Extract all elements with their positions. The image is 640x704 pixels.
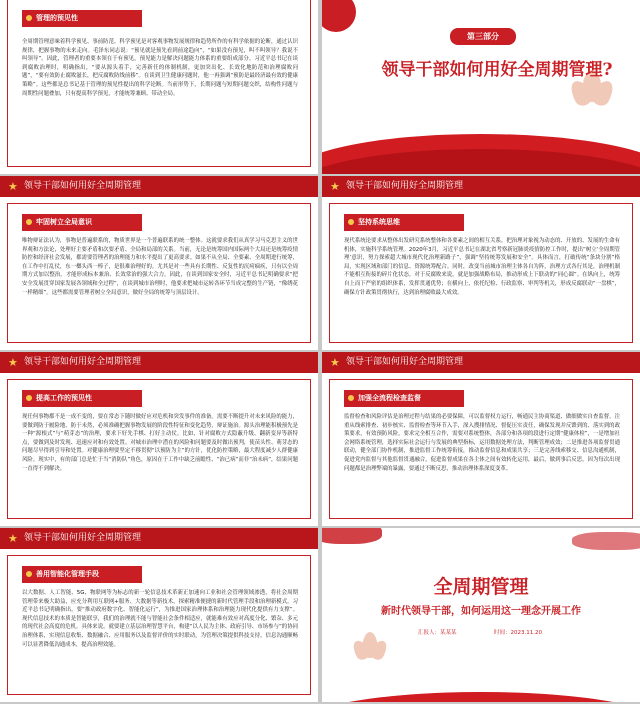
slide-body: 现代系统论要求从整体出发研究系统整体和各要素之间的相互关系，把治理对象视为动态的、开放的、发展的生命有机体，实施科学系统管理。2020年3月，习近平总书记在湖北省考察新冠肺炎疫情防控工作时，提出“树立‘全周期管理’意识，努力探索超大城市现代化治理新路子”，强调“坚持统筹发展和安全”。具体而言，打破传统“条块分割”格局，实现区域和部门的信息、资源统筹配合。同时，改变当前城市治理主体各自为阵，治理方式各行其是，治理机制不能相互衔接的碎片化状态。对于反腐败来说，就是加强战略布局，推动形成上下联动的“同心圆”。在纵向上，统筹自上而下严密的组织体系，发挥贯通优势；在横向上，依托纪检、行政监察、审判等机关，形成反腐联动“一盘棋”，确保方针政策贯彻执行，达到治理腐败最大成效。 [344, 238, 620, 296]
part-title: 领导干部如何用好全周期管理? [381, 60, 613, 80]
closing-subtitle: 新时代领导干部，如何运用这一理念开展工作 [381, 606, 581, 617]
slide-body: 全周期管理意味着科学预见、事前防范。科学预见是对客观事物发展规律和趋势所作的有科学依据的论断，通过认识规律，把握事物的未来走向。毛泽东同志说：“预见就是预先看到前途趋向”，“如果没有预见，叫不叫领导？我说不叫领导”。因此，管理者的重要本领在于有预见，预见能力是解决问题能力体系的重要组成部分。习近平总书记在谈到腐败治理时，明确指出，“要从源头着手，完善新任的体制机制，更加突出化、长效化地防范和治理腐败问题”，“要有效防止腐败滋长，把反腐败防线前移”。在谈到卫生健康问题时，他一再强调“预防是最经济最有效的健康策略”。这些都是总书记基于管理的预见性提出的科学论断。当前形势下，长期问题与短期问题交织，结构性问题与周期性问题叠加，只有提高科学预见，才能统筹兼顾、带动全局。 [22, 39, 298, 97]
red-wave [322, 692, 640, 702]
brush-stroke-decoration [572, 532, 640, 550]
slide-6[interactable] [322, 352, 640, 526]
slide-header [0, 528, 318, 549]
slide-header [322, 352, 640, 373]
slide-header [0, 176, 318, 197]
slide-8[interactable] [322, 528, 640, 702]
slide-4[interactable] [322, 176, 640, 350]
part-badge: 第三部分 [450, 28, 516, 45]
slide-5[interactable] [0, 352, 318, 526]
section-tag: 牢固树立全局意识 [22, 214, 142, 231]
reporter-label: 汇报人：某某某 [418, 630, 457, 636]
slide-body: 现任何事物都不是一成不变的，要在常态下随时做好应对危机和突发事件的准备。需要不断提升对未来风险的能力，要做到防于履险地、防于未然，必须准确把握事物发展的阶段性特征和变化趋势，辩证施治。源头治理能积极预先是一种“源根式”与“萌芽态”的治理，要求下好先手棋、打好主动仗。比如，针对腐败方式隐蔽升级、翻新变异等新特点，要做到及时发现、迅速应对和有效处置。对城市治理中潜在的风险和问题要及时做出预判，使苗头性、萌芽态的问题尽早得到引导和处置。对健康治理要坚定不移贯彻“以预防为主”的方针，优化防控策略，最大程度减少人群健康风险。现实中，有的部门总是忙于当“消防队”角色，原因在于工作中缺乏前瞻性、“治已病”而非“治未病”，结果问题一直得不到解决。 [22, 414, 298, 472]
section-tag: 加强全流程检查监督 [344, 390, 464, 407]
brush-stroke-decoration [322, 528, 382, 544]
star-icon: ★ [330, 180, 340, 193]
slide-body: 以大数据、人工智能、5G、物联网等为标志的新一轮信息技术革新正加速向工业和社会管理领域渗透，将社会周期管理带来极大助益，应充分利用互联网+服务、大数据等新技术，探索精准便捷的新时代管理手段和治理新模式。习近平总书记明确指出，要“推动政府数字化、智能化运行”，为推进国家治理体系和治理能力现代化提供有力支撑”。现代信息技术的本质是智能联享，我们的治理就不能与智能社会条件相适应，就能难有效应对高度分化、繁杂、多元的现代社会高度的危机。具体来说，就要建立基层治理智慧平台，构建“以人民为主体、政府引导、市场参与”的协同治理体系，实现信息收集、数据融合、应用服务以及监督评价的实时联动，为管理决策提供科技支持，信息沟通顺畅可以显著降低沟通成本，提高治理效能。 [22, 590, 298, 648]
star-icon: ★ [330, 356, 340, 369]
section-tag: 坚持系统思维 [344, 214, 464, 231]
header-text: 领导干部如何用好全周期管理 [346, 357, 464, 367]
star-icon: ★ [8, 180, 18, 193]
slide-body: 监督检查和风险评估是治理过程与结果的必要保障，可以监督权力运行，畅通民主协商渠道、做细做实自查监督。注重从线索排查、初步核实、监督检查等环节入手，深入搜排情况、督促压实责任，确保发现并反馈到的、落实到的政策要求，有效预防风险，要求完全相互合作，需要对系统整体，各部分和各项的段进行定期“健康体检”，一是增加社会网络系统管理，选择实际社会运行与发展的典型指标，运用数据处理方法，判断管理成效；二是推进各项监督贯通联动，健全部门协作机制，推进监督工作统筹衔接，推动监督信息和成果共享；三是完善线索移交、信息沟通机制，促进党内监督与其他监督贯通融合，促进监督成果在各主体之间有效转化运用，最后，做到事后反思，因为每次出现问题都是治理弊端的暴露，要通过不断反思，推动治理体系深度变革。 [344, 414, 620, 472]
header-text: 领导干部如何用好全周期管理 [24, 533, 142, 543]
header-text: 领导干部如何用好全周期管理 [346, 181, 464, 191]
corner-decoration [322, 0, 356, 32]
slide-7[interactable] [0, 528, 318, 702]
star-icon: ★ [8, 532, 18, 545]
section-tag: 管理的预见性 [22, 10, 142, 27]
slide-body: 唯物辩证法认为，事物是普遍联系的，物质世界是一个普遍联系的统一整体。这就要求我们从真学习马克思主义的世界观和方法论，处理好主要矛盾和次要矛盾、全局和局部的关系。当前，无论是统筹国内国际两个大局还是统筹疫情防控和经济社会发展，都需要管理者的治理能力和水平提出了更高要求。如果不从全局、全要素、全周期进行统筹，在工作中打乱仗，东一榔头西一棒子，是很难治理好的。尤其是对一些具有长期性、反复性的沉疴痼疾，只有以全周期方式加以整治，才能形成标本兼治、长效常治的强大合力。因此，在谈到国家安全时，习近平总书记明确要求“把安全发展贯穿国家发展各领域和全过程”，在谈到城市治理时，他要求把城市运转各环节当成完整的生产链，“像绣花一样精细”。这些都需要管理者树立全局意识，做好全局的统筹与顶层设计。 [22, 238, 298, 296]
header-text: 领导干部如何用好全周期管理 [24, 357, 142, 367]
header-text: 领导干部如何用好全周期管理 [24, 181, 142, 191]
slide-1[interactable] [0, 0, 318, 174]
slide-3[interactable] [0, 176, 318, 350]
slide-header [322, 176, 640, 197]
slide-2[interactable] [322, 0, 640, 174]
section-tag: 善用智能化管理手段 [22, 566, 142, 583]
closing-title: 全周期管理 [433, 576, 529, 598]
star-icon: ★ [8, 356, 18, 369]
date-label: 时间：2023.11.20 [494, 630, 542, 636]
section-tag: 提高工作的预见性 [22, 390, 142, 407]
slide-header [0, 352, 318, 373]
